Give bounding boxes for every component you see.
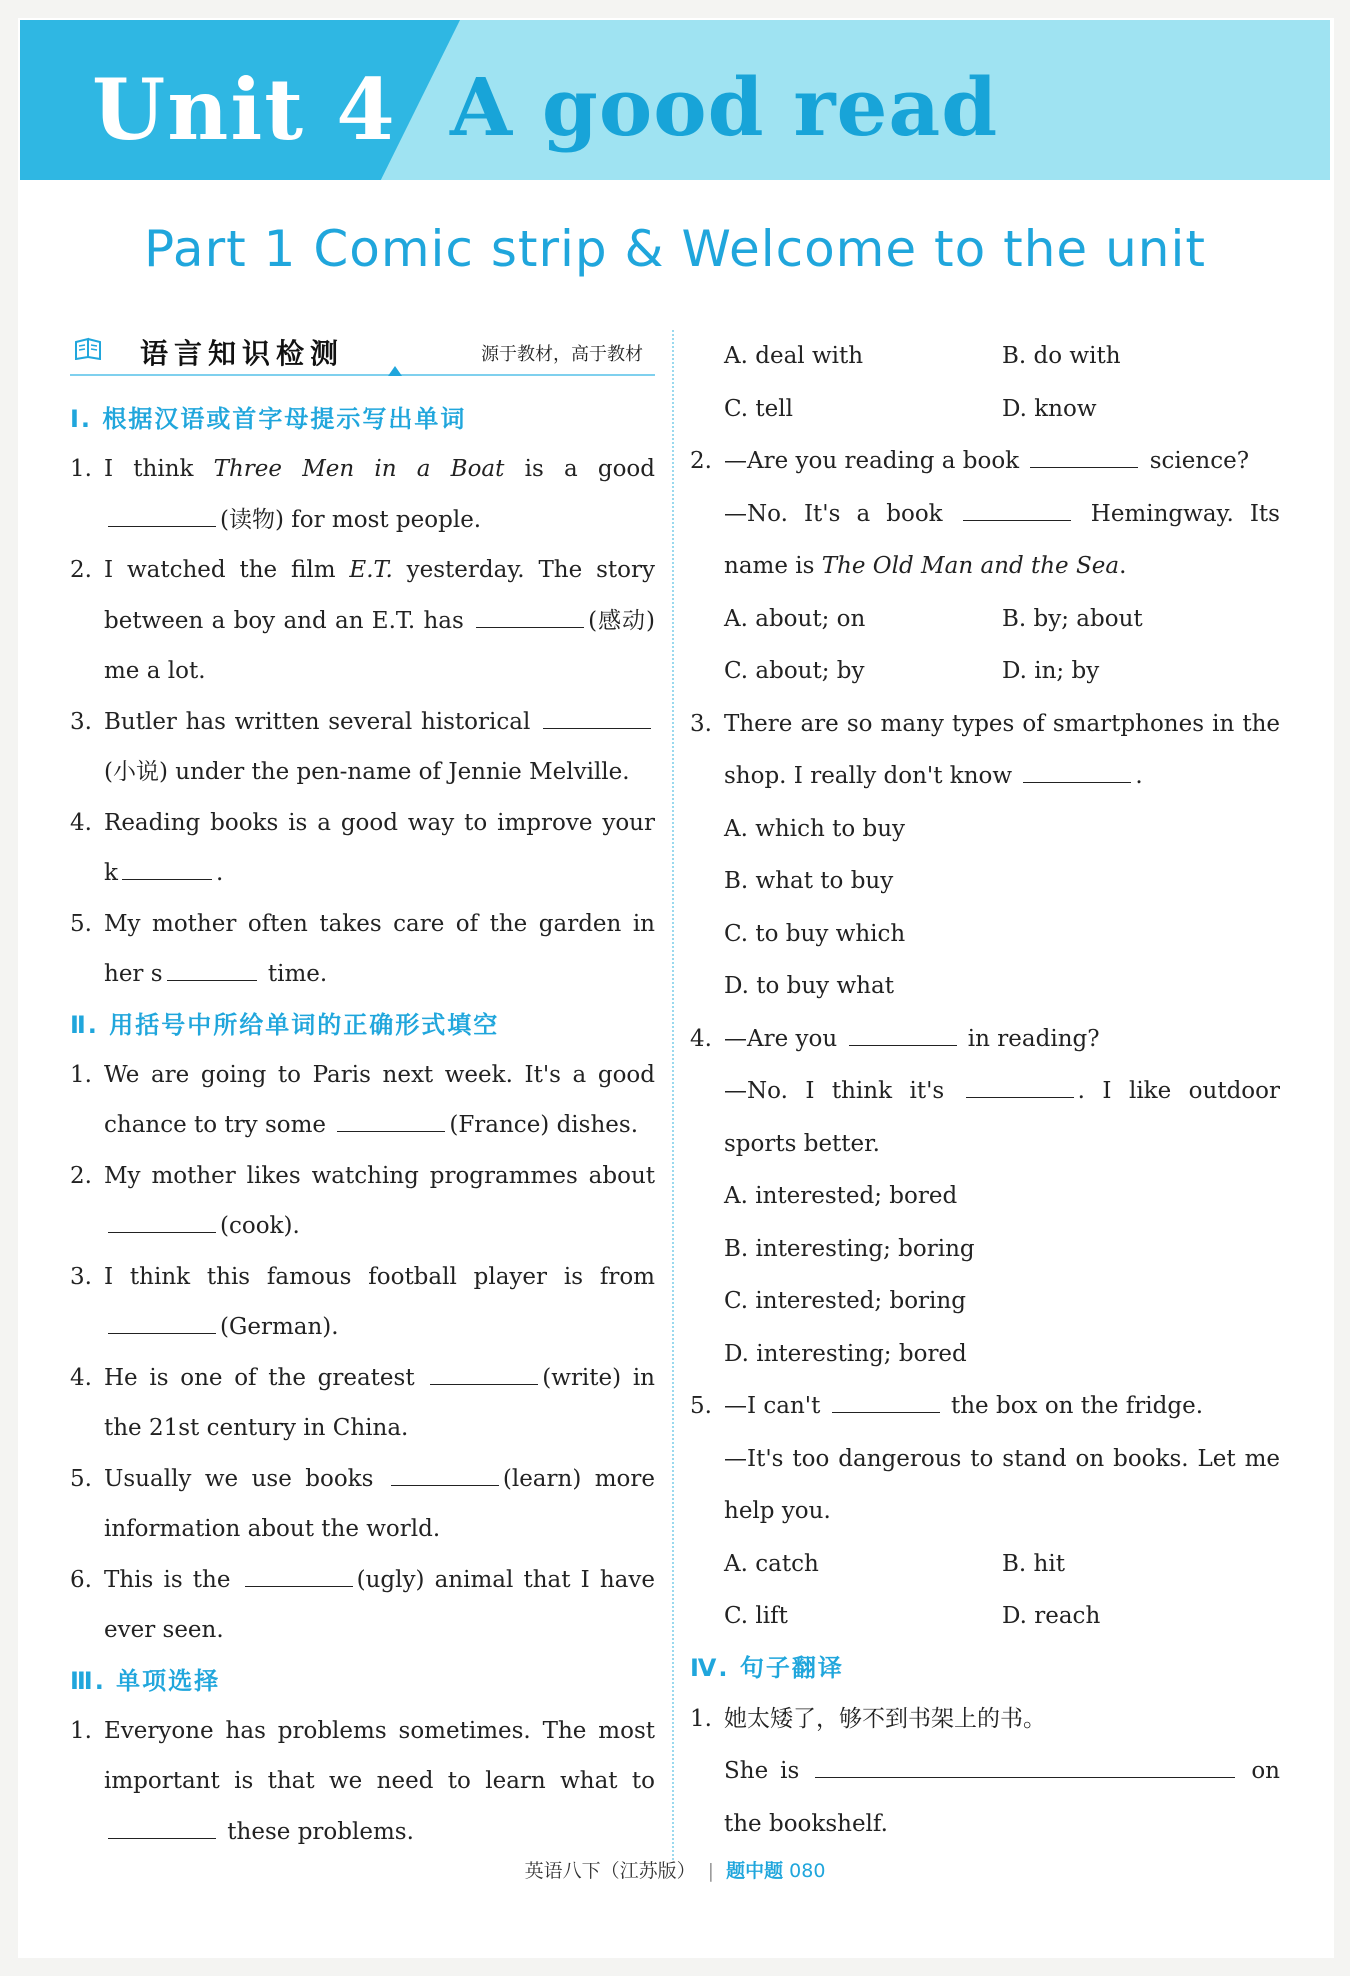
brand-name: 题中题 bbox=[726, 1860, 784, 1882]
answer-blank[interactable] bbox=[966, 1075, 1074, 1098]
answer-blank[interactable] bbox=[963, 498, 1071, 521]
sec3-q3 bbox=[690, 698, 1280, 803]
answer-blank[interactable] bbox=[1030, 445, 1138, 468]
header-triangle bbox=[388, 366, 402, 376]
question-text: —No. It's a book bbox=[724, 500, 959, 527]
answer-blank[interactable] bbox=[108, 1816, 216, 1839]
answer-blank[interactable] bbox=[122, 857, 212, 880]
sec4-title: Ⅳ. 句子翻译 bbox=[690, 1653, 844, 1682]
question-number: 5. bbox=[70, 910, 92, 937]
sec3-q1 bbox=[70, 1706, 655, 1858]
option-c[interactable]: C. to buy which bbox=[724, 920, 906, 947]
sec1-q3 bbox=[70, 697, 655, 798]
question-text: (write) in the 21st century in China. bbox=[104, 1364, 655, 1441]
question-number: 2. bbox=[70, 1162, 92, 1189]
answer-blank[interactable] bbox=[391, 1463, 499, 1486]
question-number: 1. bbox=[70, 1061, 92, 1088]
answer-blank[interactable] bbox=[815, 1755, 1235, 1778]
sec1-q4 bbox=[70, 798, 655, 899]
book-title: The Old Man and the Sea bbox=[821, 553, 1120, 579]
question-text: (learn) more information about the world. bbox=[104, 1465, 655, 1542]
question-text: (German). bbox=[220, 1314, 339, 1340]
sec3-title: Ⅲ. 单项选择 bbox=[70, 1666, 221, 1695]
sec3-q1-options bbox=[690, 330, 1280, 435]
question-text: time. bbox=[260, 961, 328, 987]
part-title: Part 1 Comic strip & Welcome to the unit bbox=[144, 220, 1206, 278]
option-a[interactable]: A. interested; bored bbox=[724, 1183, 958, 1209]
question-text: Hemingway. Its name is bbox=[724, 500, 1280, 579]
page-footer bbox=[0, 1856, 1350, 1883]
sec3-q5 bbox=[690, 1380, 1280, 1538]
answer-blank[interactable] bbox=[430, 1362, 538, 1385]
section-tagline: 源于教材，高于教材 bbox=[481, 344, 643, 365]
sec2-q3 bbox=[70, 1252, 655, 1353]
question-text: . bbox=[215, 860, 224, 886]
question-text: . bbox=[1119, 553, 1127, 579]
option-b[interactable]: B. do with bbox=[1002, 343, 1121, 369]
option-b[interactable]: B. what to buy bbox=[724, 868, 894, 894]
sec1-q2 bbox=[70, 545, 655, 697]
question-text: (读物) for most people. bbox=[220, 506, 482, 533]
question-text: I think bbox=[104, 456, 214, 482]
question-number: 3. bbox=[70, 1263, 92, 1290]
question-text: (France) dishes. bbox=[449, 1112, 639, 1138]
question-text: He is one of the greatest bbox=[104, 1364, 427, 1391]
question-text: in reading? bbox=[960, 1025, 1100, 1052]
footer-separator: | bbox=[707, 1860, 715, 1882]
question-number: 5. bbox=[70, 1465, 92, 1492]
question-text: Everyone has problems sometimes. The most important is that we need to learn what to bbox=[104, 1717, 655, 1794]
question-text: My mother often takes care of the garden in her s bbox=[104, 910, 655, 987]
question-number: 2. bbox=[70, 557, 92, 583]
option-c[interactable]: C. about; by bbox=[724, 658, 865, 684]
question-text: —Are you bbox=[724, 1025, 845, 1052]
question-number: 4. bbox=[70, 1364, 92, 1391]
question-text: . I like outdoor sports better. bbox=[724, 1078, 1280, 1157]
answer-blank[interactable] bbox=[1023, 760, 1131, 783]
column-divider bbox=[672, 330, 674, 1860]
chinese-sentence: 她太矮了，够不到书架上的书。 bbox=[724, 1705, 1046, 1732]
option-d[interactable]: D. interesting; bored bbox=[724, 1340, 967, 1367]
sec2-q1 bbox=[70, 1050, 655, 1151]
sec4-q1 bbox=[690, 1693, 1280, 1851]
sec3-q4-options bbox=[690, 1170, 1280, 1380]
unit-banner bbox=[20, 20, 1330, 180]
question-text: (小说) under the pen-name of Jennie Melville. bbox=[104, 759, 630, 785]
question-number: 3. bbox=[690, 710, 712, 737]
sec2-q6 bbox=[70, 1555, 655, 1656]
question-text: Usually we use books bbox=[104, 1465, 387, 1492]
sec3-q4 bbox=[690, 1013, 1280, 1171]
answer-blank[interactable] bbox=[167, 958, 257, 981]
sec2-title: Ⅱ. 用括号中所给单词的正确形式填空 bbox=[70, 1010, 500, 1039]
question-text: My mother likes watching programmes about bbox=[104, 1162, 655, 1189]
sec3-q5-options bbox=[690, 1538, 1280, 1643]
sec1-q1 bbox=[70, 444, 655, 545]
question-text: —Are you reading a book bbox=[724, 448, 1027, 474]
film-title: E.T. bbox=[349, 557, 393, 583]
question-text: (感动) me a lot. bbox=[104, 607, 655, 684]
option-a[interactable]: A. which to buy bbox=[724, 815, 906, 842]
question-text: She is bbox=[724, 1758, 812, 1784]
question-number: 4. bbox=[70, 809, 92, 836]
question-text: There are so many types of smartphones in the shop. I really don't know bbox=[724, 710, 1280, 789]
unit-number: Unit 4 bbox=[92, 60, 397, 159]
question-text: on the bookshelf. bbox=[724, 1758, 1280, 1837]
question-text: yesterday. The story between a boy and an E.T. has bbox=[104, 557, 655, 634]
sec1-q5 bbox=[70, 899, 655, 1000]
option-a[interactable]: A. deal with bbox=[724, 343, 864, 369]
option-d[interactable]: D. in; by bbox=[1002, 658, 1100, 684]
section-header bbox=[70, 330, 655, 376]
sec3-q2 bbox=[690, 435, 1280, 593]
sec1-title: Ⅰ. 根据汉语或首字母提示写出单词 bbox=[70, 405, 467, 433]
question-number: 2. bbox=[690, 448, 712, 474]
question-text: the box on the fridge. bbox=[943, 1393, 1204, 1419]
question-number: 5. bbox=[690, 1393, 712, 1419]
answer-blank[interactable] bbox=[337, 1109, 445, 1132]
question-text: . bbox=[1135, 763, 1143, 789]
question-text: (ugly) animal that I have ever seen. bbox=[104, 1566, 656, 1643]
right-column bbox=[690, 330, 1280, 1850]
question-text: —It's too dangerous to stand on books. Let me help you. bbox=[724, 1445, 1280, 1524]
option-c[interactable]: C. lift bbox=[724, 1603, 788, 1629]
option-a[interactable]: A. catch bbox=[724, 1550, 819, 1577]
book-name: 英语八下（江苏版） bbox=[524, 1860, 696, 1882]
question-text: I watched the film bbox=[104, 557, 350, 583]
section-label: 语言知识检测 bbox=[140, 337, 345, 370]
sec3-q3-options bbox=[690, 803, 1280, 1013]
sec2-q2 bbox=[70, 1151, 655, 1252]
question-text: is a good bbox=[504, 456, 655, 482]
question-text: We are going to Paris next week. It's a good chance to try some bbox=[104, 1061, 655, 1138]
option-b[interactable]: B. by; about bbox=[1002, 605, 1143, 632]
question-text: I think this famous football player is from bbox=[104, 1263, 655, 1290]
answer-blank[interactable] bbox=[108, 1311, 216, 1334]
sec2-q5 bbox=[70, 1454, 655, 1555]
option-b[interactable]: B. interesting; boring bbox=[724, 1235, 975, 1262]
answer-blank[interactable] bbox=[832, 1390, 940, 1413]
option-d[interactable]: D. reach bbox=[1002, 1603, 1101, 1629]
question-text: —No. I think it's bbox=[724, 1078, 962, 1104]
question-text: Butler has written several historical bbox=[104, 708, 539, 735]
answer-blank[interactable] bbox=[849, 1023, 957, 1046]
option-a[interactable]: A. about; on bbox=[724, 605, 866, 632]
book-icon bbox=[74, 336, 104, 360]
unit-title: A good read bbox=[450, 60, 999, 154]
question-text: —I can't bbox=[724, 1393, 828, 1419]
question-text: these problems. bbox=[220, 1818, 414, 1845]
question-number: 6. bbox=[70, 1566, 92, 1593]
option-d[interactable]: D. know bbox=[1002, 395, 1097, 422]
sec3-q2-options bbox=[690, 593, 1280, 698]
question-text: Reading books is a good way to improve your k bbox=[104, 809, 655, 886]
question-number: 1. bbox=[690, 1705, 712, 1732]
question-text: science? bbox=[1142, 448, 1250, 474]
answer-blank[interactable] bbox=[543, 706, 651, 729]
page-number: 080 bbox=[789, 1860, 826, 1882]
question-number: 3. bbox=[70, 708, 92, 735]
answer-blank[interactable] bbox=[108, 1210, 216, 1233]
option-c[interactable]: C. tell bbox=[724, 395, 793, 422]
left-column bbox=[70, 330, 655, 1857]
option-c[interactable]: C. interested; boring bbox=[724, 1288, 966, 1314]
option-b[interactable]: B. hit bbox=[1002, 1550, 1065, 1577]
answer-blank[interactable] bbox=[108, 504, 216, 527]
answer-blank[interactable] bbox=[245, 1564, 353, 1587]
question-text: (cook). bbox=[220, 1213, 300, 1239]
option-d[interactable]: D. to buy what bbox=[724, 973, 894, 999]
answer-blank[interactable] bbox=[476, 605, 584, 628]
question-number: 4. bbox=[690, 1025, 712, 1052]
book-title: Three Men in a Boat bbox=[213, 456, 505, 482]
question-number: 1. bbox=[70, 456, 92, 482]
question-text: This is the bbox=[104, 1566, 241, 1593]
question-number: 1. bbox=[70, 1717, 92, 1744]
sec2-q4 bbox=[70, 1353, 655, 1454]
